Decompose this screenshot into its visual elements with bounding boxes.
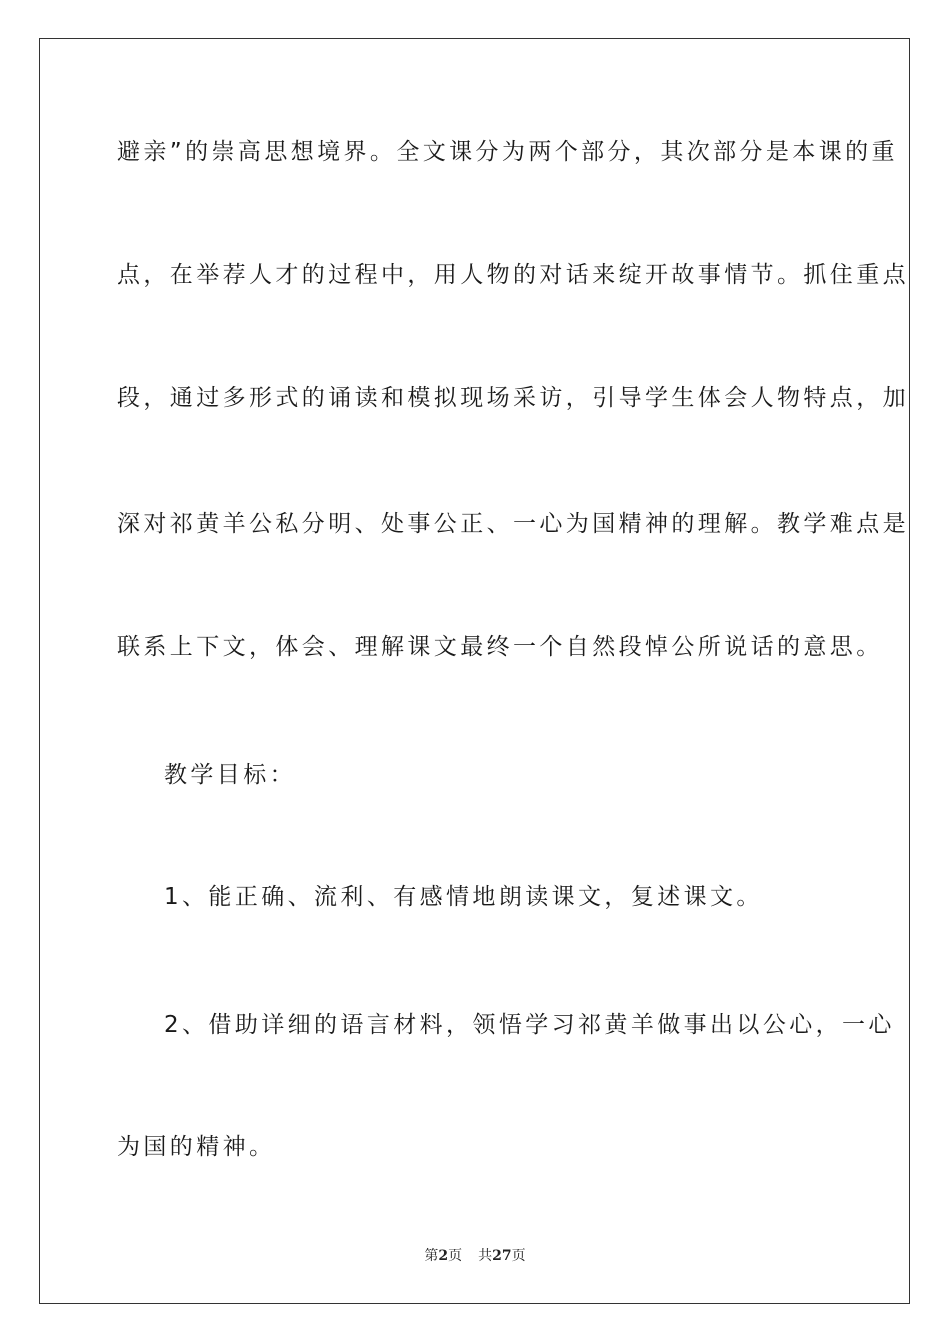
total-pages: 27 (492, 1248, 512, 1264)
body-text-line-5: 联系上下文，体会、理解课文最终一个自然段悼公所说话的意思。 (117, 634, 883, 660)
section-heading-objectives: 教学目标： (164, 762, 296, 788)
objective-item-2-continued: 为国的精神。 (117, 1134, 276, 1160)
body-text-line-2: 点，在举荐人才的过程中，用人物的对话来绽开故事情节。抓住重点 (117, 262, 909, 288)
page-border (39, 38, 910, 1304)
body-text-line-1: 避亲”的崇高思想境界。全文课分为两个部分，其次部分是本课的重 (117, 139, 898, 165)
page-number: 2 (438, 1248, 449, 1264)
total-prefix: 共 (478, 1248, 493, 1264)
objective-item-2: 2、借助详细的语言材料，领悟学习祁黄羊做事出以公心，一心 (164, 1012, 895, 1038)
body-text-line-3: 段，通过多形式的诵读和模拟现场采访，引导学生体会人物特点，加 (117, 385, 909, 411)
body-text-line-4: 深对祁黄羊公私分明、处事公正、一心为国精神的理解。教学难点是 (117, 511, 909, 537)
page-suffix: 页 (448, 1248, 463, 1264)
objective-item-1: 1、能正确、流利、有感情地朗读课文，复述课文。 (164, 884, 763, 910)
total-suffix: 页 (511, 1248, 526, 1264)
page-prefix: 第 (424, 1248, 439, 1264)
page-footer (0, 1246, 950, 1266)
